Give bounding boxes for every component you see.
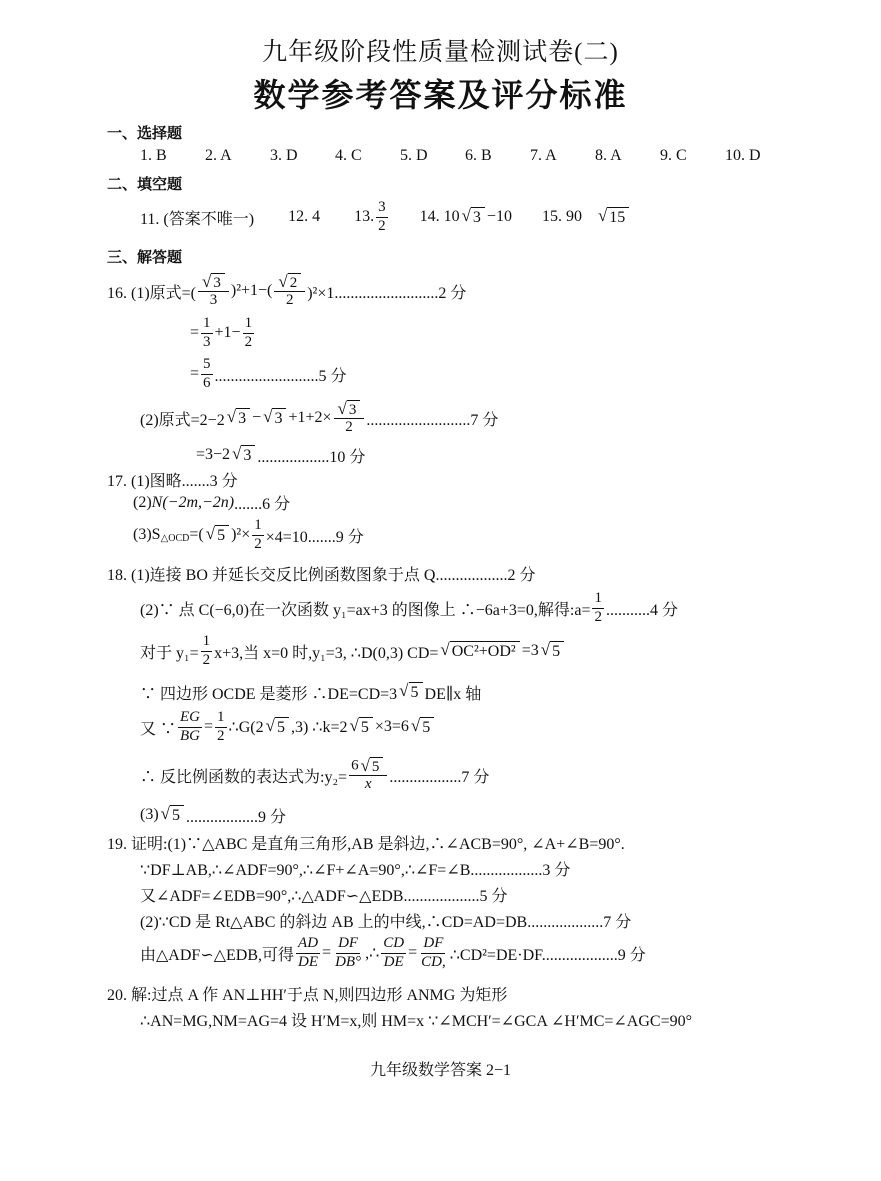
fraction: $\frac{1}{2}$	[217, 709, 225, 744]
q18-line-1: 18. (1)连接 BO 并延长交反比例函数图象于点 Q..................2 分	[107, 567, 536, 584]
q19-line-4: (2)∵CD 是 Rt△ABC 的斜边 AB 上的中线,∴CD=AD=DB...................7 分	[140, 914, 632, 931]
choice-answer: 8. A	[595, 147, 622, 164]
fraction: $\frac{DF}{DB^\circ}$	[335, 935, 362, 970]
q19-line-5: 由△ADF∽△EDB,可得 $\frac{AD}{DE}$ = $\frac{DF}{DB^\circ}$ ,∴ $\frac{CD}{DE}$ = $\frac{DF}{CD,}$ ∴CD²=DE·DF...................9 分	[140, 935, 646, 970]
q19-line-3: 又∠ADF=∠EDB=90°,∴△ADF∽△EDB...................5 分	[140, 888, 508, 905]
fill-answer-15-label: 15. 90	[541, 208, 582, 225]
q18-line-2: (2)∵ 点 C(−6,0)在一次函数 y₁=ax+3 的图像上 ∴−6a+3=0,解得:a= $\frac{1}{2}$ ...........4 分	[140, 590, 678, 625]
q16-line-3: = $\frac{5}{6}$ ..........................5 分	[190, 356, 347, 391]
fraction: $\frac{DF}{CD,}$	[421, 935, 446, 970]
page-subtitle: 数学参考答案及评分标准	[253, 76, 628, 114]
q20-line-1: 20. 解:过点 A 作 AN⊥HH′于点 N,则四边形 ANMG 为矩形	[107, 987, 508, 1004]
fraction: $\frac{3}{2}$	[378, 199, 386, 234]
choice-answer: 9. C	[660, 147, 687, 164]
choice-answer: 10. D	[725, 147, 761, 164]
choice-answer: 1. B	[140, 147, 167, 164]
section-heading-choice: 一、选择题	[107, 124, 183, 142]
fraction: $\frac{1}{2}$	[202, 633, 211, 668]
sqrt: √ 15	[598, 207, 629, 227]
fraction: $\frac{CD}{DE}$	[383, 935, 405, 970]
choice-answer: 4. C	[335, 147, 362, 164]
sqrt: √ 3	[462, 207, 485, 227]
q19-line-1: 19. 证明:(1)∵△ABC 是直角三角形,AB 是斜边,∴∠ACB=90°, ∠A+∠B=90°.	[107, 836, 625, 853]
fraction: $\frac{1}{2}$	[254, 517, 262, 552]
choice-answer: 3. D	[270, 147, 298, 164]
fraction: $\frac{1}{2}$	[594, 590, 602, 625]
q17-line-1: 17. (1)图略.......3 分	[107, 473, 238, 490]
q16-line-2: = $\frac{1}{3}$ +1− $\frac{1}{2}$	[190, 315, 253, 350]
fraction: $\frac{1}{3}$	[203, 315, 211, 350]
q18-line-3: 对于 y₁= $\frac{1}{2}$ x+3,当 x=0 时,y₁=3, ∴D(0,3) CD= √ OC²+OD² =3 √ 5	[140, 632, 566, 670]
choice-answers-row	[140, 147, 761, 165]
choice-answer: 7. A	[530, 147, 557, 164]
choice-answer: 5. D	[400, 147, 428, 164]
fill-answer-12: 12. 4	[288, 208, 321, 225]
fill-answer-14-label: 14. 10	[419, 208, 460, 225]
q18-line-6: ∴ 反比例函数的表达式为:y₂= 6 √ 5 x ..................7 分	[140, 755, 490, 793]
fill-answer-13-label: 13.	[354, 208, 375, 225]
fill-answer-11: 11. (答案不唯一)	[140, 210, 255, 228]
choice-answer: 6. B	[465, 147, 492, 164]
section-heading-fill: 二、填空题	[107, 175, 183, 193]
choice-answer: 2. A	[205, 147, 232, 164]
page-footer: 九年级数学答案 2−1	[369, 1062, 512, 1079]
q17-line-3: (3)S △OCD =( √ 5 )²× $\frac{1}{2}$ ×4=10.......9 分	[133, 517, 364, 552]
fill-answers-row: 11. (答案不唯一) 12. 4 13. $\frac{3}{2}$ 14. 10 √ 3 −10 15. 90 √ 15	[140, 200, 631, 234]
q16-line-5: =3−2 √ 3 ..................10 分	[196, 444, 366, 466]
section-heading-solve: 三、解答题	[107, 248, 183, 266]
fraction: $\frac{EG}{BG}$	[180, 709, 201, 744]
fraction: $\frac{AD}{DE}$	[298, 935, 319, 970]
q18-line-7: (3) √ 5 ..................9 分	[140, 804, 287, 826]
fraction: √ 3 2	[334, 400, 365, 437]
q18-line-4: ∵ 四边形 OCDE 是菱形 ∴DE=CD=3 √ 5 DE∥x 轴	[140, 681, 482, 703]
q17-line-2: (2) N(−2m,−2n) .......6 分	[133, 493, 291, 513]
fraction: √ 2 2	[274, 273, 305, 310]
q18-line-5: 又 ∵ $\frac{EG}{BG}$ = $\frac{1}{2}$ ∴G(2 √ 5 ,3) ∴k=2 √ 5 ×3=6 √ 5	[140, 708, 436, 746]
q20-line-2: ∴AN=MG,NM=AG=4 设 H′M=x,则 HM=x ∵∠MCH′=∠GCA ∠H′MC=∠AGC=90°	[140, 1013, 693, 1030]
q16-line-4: (2)原式=2−2 √ 3 − √ 3 +1+2× √ 3 2 ..........................7 分	[140, 398, 499, 436]
q16-line-1: 16. (1)原式=( √ 3 3 )²+1−( √ 2 2 )²×1..........................2 分	[107, 271, 467, 309]
fraction: 6 √ 5 x	[349, 757, 387, 794]
fraction: $\frac{5}{6}$	[203, 356, 211, 391]
fraction: √ 3 3	[198, 273, 229, 310]
fraction: $\frac{1}{2}$	[244, 315, 253, 350]
page-title: 九年级阶段性质量检测试卷(二)	[262, 39, 619, 66]
q19-line-2: ∵DF⊥AB,∴∠ADF=90°,∴∠F+∠A=90°,∴∠F=∠B..................3 分	[140, 862, 571, 879]
